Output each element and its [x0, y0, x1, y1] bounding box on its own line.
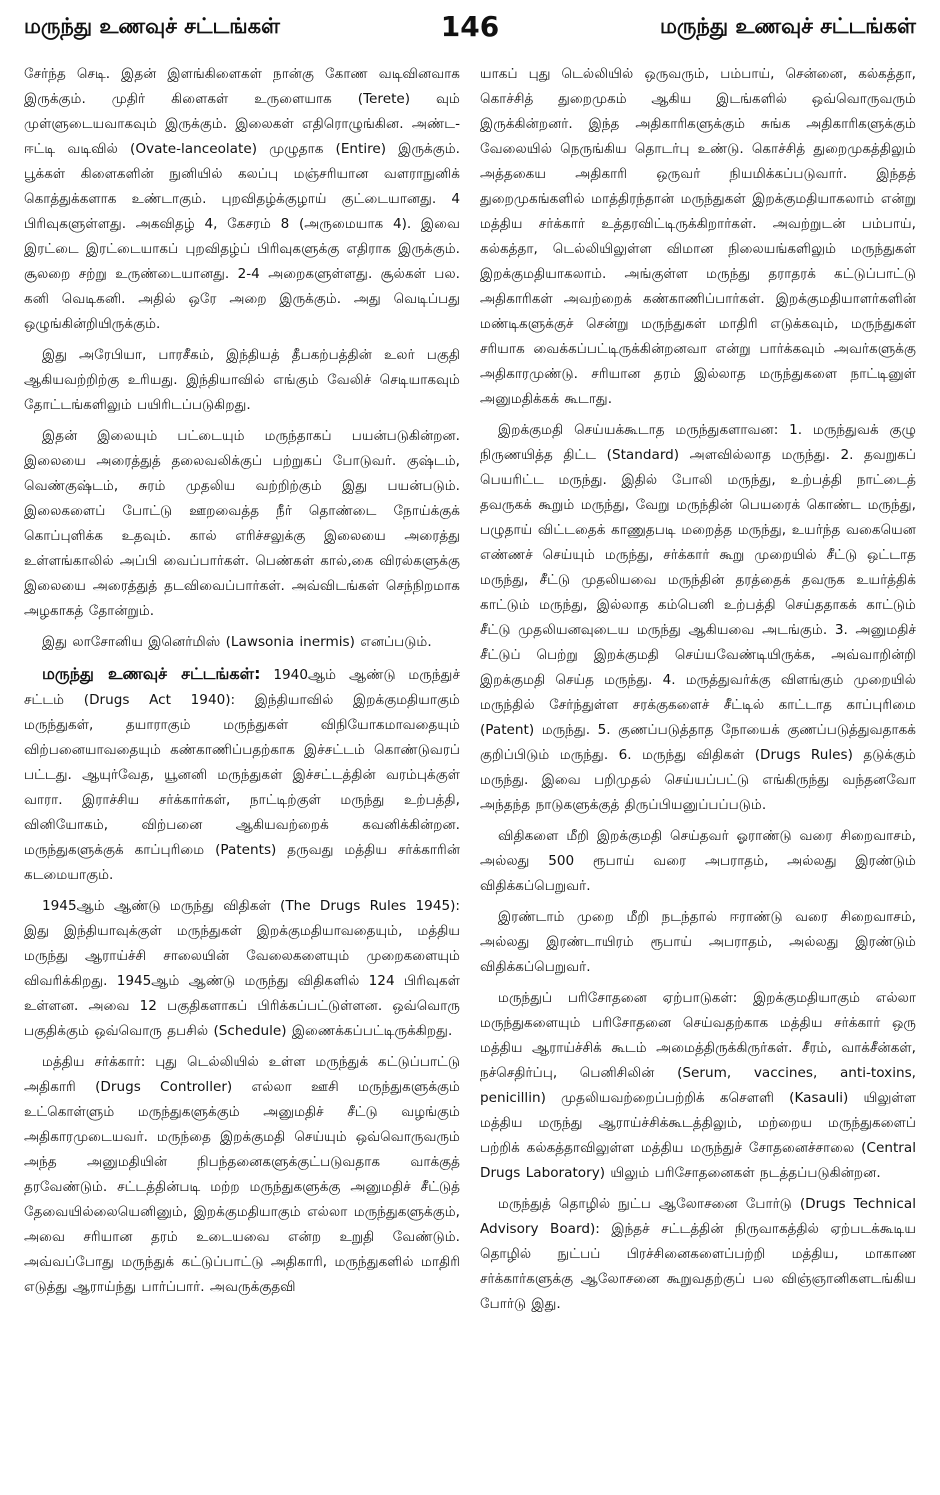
paragraph: சேர்ந்த செடி. இதன் இளங்கிளைகள் நான்கு கோண வடிவினவாக இருக்கும். முதிர் கிளைகள் உருளையாக (Terete) வும் முள்ளுடையவாகவும் இருக்கும். இலைகள் எதிரொழுங்கின. அண்ட-ஈட்டி வடிவில் (Ovate-lanceolate) முழுதாக (Entire) இருக்கும். பூக்கள் கிளைகளின் நுனியில் கலப்பு மஞ்சரியான வளராநுனிக் கொத்துக்களாக உண்டாகும். புறவிதழ்க்குழாய் குட்டையானது. 4 பிரிவுகளுள்ளது. அகவிதழ் 4, கேசரம் 8 (அருமையாக 4). இவை இரட்டை இரட்டையாகப் புறவிதழ்ப் பிரிவுகளுக்கு எதிராக இருக்கும். சூலறை சற்று உருண்டையானது. 2-4 அறைகளுள்ளது. சூல்கள் பல. கனி வெடிகனி. அதில் ஒரே அறை இருக்கும். அது வெடிப்பது ஒழுங்கின்றியிருக்கும்.: [24, 66, 460, 332]
section-paragraph: [24, 661, 460, 888]
section-heading: மருந்து உணவுச் சட்டங்கள்:: [42, 664, 261, 683]
paragraph: மருந்துத் தொழில் நுட்ப ஆலோசனை போர்டு (Drugs Technical Advisory Board): இந்தச் சட்டத்தின் நிருவாகத்தில் ஏற்படக்கூடிய தொழில் நுட்பப் பிரச்சினைகளைப்பற்றி மத்திய, மாகாண சர்க்கார்களுக்கு ஆலோசனை கூறுவதற்குப் பல விஞ்ஞானிகளடங்கிய போர்டு இது.: [480, 1196, 916, 1312]
paragraph: யாகப் புது டெல்லியில் ஒருவரும், பம்பாய், சென்னை, கல்கத்தா, கொச்சித் துறைமுகம் ஆகிய இடங்களில் ஒவ்வொருவரும் இருக்கின்றனர். இந்த அதிகாரிகளுக்கும் சுங்க அதிகாரிகளுக்கும் வேலையில் நெருங்கிய தொடர்பு உண்டு. கொச்சித் துறைமுகத்திலும் அத்தகைய அதிகாரி ஒருவர் நியமிக்கப்படுவார். இந்தத் துறைமுகங்களில் மாத்திரந்தான் மருந்துகள் இறக்குமதியாகலாம் என்று மத்திய சர்க்கார் உத்தரவிட்டிருக்கிறார்கள். அவற்றுடன் பம்பாய், கல்கத்தா, டெல்லியிலுள்ள விமான நிலையங்களிலும் மருந்துகள் இறக்குமதியாகலாம். அங்குள்ள மருந்து தராதரக் கட்டுப்பாட்டு அதிகாரிகள் அவற்றைக் கண்காணிப்பார்கள். இறக்குமதியாளர்களின் மண்டிகளுக்குச் சென்று மருந்துகள் மாதிரி எடுக்கவும், மருந்துகள் சரியாக வைக்கப்பட்டிருக்கின்றனவா என்று பார்க்கவும் அவர்களுக்கு அதிகாரமுண்டு. சரியான தரம் இல்லாத மருந்துகளை நாட்டினுள் அனுமதிக்கக் கூடாது.: [480, 66, 916, 407]
paragraph: மத்திய சர்க்கார்: புது டெல்லியில் உள்ள மருந்துக் கட்டுப்பாட்டு அதிகாரி (Drugs Controller) எல்லா ஊசி மருந்துகளுக்கும் உட்கொள்ளும் மருந்துகளுக்கும் அனுமதிச் சீட்டு வழங்கும் அதிகாரமுடையவர். மருந்தை இறக்குமதி செய்யும் ஒவ்வொருவரும் அந்த அனுமதியின் நிபந்தனைகளுக்குட்படுவதாக வாக்குத் தரவேண்டும். சட்டத்தின்படி மற்ற மருந்துகளுக்கு அனுமதிச் சீட்டுத் தேவையில்லையெனினும், இறக்குமதியாகும் எல்லா மருந்துகளுக்கும், அவை சரியான தரம் உடையவை என்ற உறுதி வேண்டும். அவ்வப்போது மருந்துக் கட்டுப்பாட்டு அதிகாரி, மருந்துகளில் மாதிரி எடுத்து ஆராய்ந்து பார்ப்பார். அவருக்குதவி: [24, 1054, 460, 1295]
right-column: [480, 62, 916, 1472]
paragraph: மருந்துப் பரிசோதனை ஏற்பாடுகள்: இறக்குமதியாகும் எல்லா மருந்துகளையும் பரிசோதனை செய்வதற்காக மத்திய சர்க்கார் ஒரு மத்திய ஆராய்ச்சிக் கூடம் அமைத்திருக்கிருர்கள். சீரம், வாக்சீன்கள், நச்செதிர்ப்பு, பெனிசிலின் (Serum, vaccines, anti-toxins, penicillin) முதலியவற்றைப்பற்றிக் கசௌளி (Kasauli) யிலுள்ள மத்திய மருந்து ஆராய்ச்சிக்கூடத்திலும், மற்றைய மருந்துகளைப் பற்றிக் கல்கத்தாவிலுள்ள மத்திய மருந்துச் சோதனைச்சாலை (Central Drugs Laboratory) யிலும் பரிசோதனைகள் நடத்தப்படுகின்றன.: [480, 990, 916, 1181]
text-columns: [24, 62, 916, 1472]
paragraph: இதன் இலையும் பட்டையும் மருந்தாகப் பயன்படுகின்றன. இலையை அரைத்துத் தலைவலிக்குப் பற்றுகப் போடுவர். குஷ்டம், வெண்குஷ்டம், சுரம் முதலிய வற்றிற்கும் இது பயன்படும். இலைகளைப் போட்டு ஊறவைத்த நீர் தொண்டை நோய்க்குக் கொப்புளிக்க உதவும். கால் எரிச்சலுக்கு இலையை அரைத்து உள்ளங்காலில் அப்பி வைப்பார்கள். பெண்கள் கால்,கை விரல்களுக்கு இலையை அரைத்துத் தடவிவைப்பார்கள். அவ்விடங்கள் செந்நிறமாக அழகாகத் தோன்றும்.: [24, 428, 460, 619]
running-head-left: மருந்து உணவுச் சட்டங்கள்: [24, 14, 280, 38]
page-header: [24, 10, 916, 48]
page-number: 146: [440, 10, 500, 43]
paragraph: இது லாசோனிய இனெர்மிஸ் (Lawsonia inermis) எனப்படும்.: [42, 634, 432, 650]
section-text: 1940ஆம் ஆண்டு மருந்துச் சட்டம் (Drugs Act 1940): இந்தியாவில் இறக்குமதியாகும் மருந்துகள், தயாராகும் மருந்துகள் விநியோகமாவதையும் விற்பனையாவதையும் கண்காணிப்பதற்காக இச்சட்டம் கொண்டுவரப் பட்டது. ஆயுர்வேத, யூனனி மருந்துகள் இச்சட்டத்தின் வரம்புக்குள் வாரா. இராச்சிய சர்க்கார்கள், நாட்டிற்குள் மருந்து உற்பத்தி, வினியோகம், விற்பனை ஆகியவற்றைக் கவனிக்கின்றன. மருந்துகளுக்குக் காப்புரிமை (Patents) தருவது மத்திய சர்க்காரின் கடமையாகும்.: [24, 667, 460, 883]
running-head-right: மருந்து உணவுச் சட்டங்கள்: [660, 14, 916, 38]
left-column: [24, 62, 460, 1472]
paragraph: இரண்டாம் முறை மீறி நடந்தால் ஈராண்டு வரை சிறைவாசம், அல்லது இரண்டாயிரம் ரூபாய் அபராதம், அல்லது இரண்டும் விதிக்கப்பெறுவர்.: [480, 909, 916, 975]
paragraph: இது அரேபியா, பாரசீகம், இந்தியத் தீபகற்பத்தின் உலர் பகுதி ஆகியவற்றிற்கு உரியது. இந்தியாவில் எங்கும் வேலிச் செடியாகவும் தோட்டங்களிலும் பயிரிடப்படுகிறது.: [24, 347, 460, 413]
paragraph: 1945ஆம் ஆண்டு மருந்து விதிகள் (The Drugs Rules 1945): இது இந்தியாவுக்குள் மருந்துகள் இறக்குமதியாவதையும், மத்திய மருந்து ஆராய்ச்சி சாலையின் வேலைகளையும் முறைகளையும் விவரிக்கிறது. 1945ஆம் ஆண்டு மருந்து விதிகளில் 124 பிரிவுகள் உள்ளன. அவை 12 பகுதிகளாகப் பிரிக்கப்பட்டுள்ளன. ஒவ்வொரு பகுதிக்கும் ஒவ்வொரு தபசில் (Schedule) இணைக்கப்பட்டிருக்கிறது.: [24, 898, 460, 1039]
paragraph: விதிகளை மீறி இறக்குமதி செய்தவர் ஓராண்டு வரை சிறைவாசம், அல்லது 500 ரூபாய் வரை அபராதம், அல்லது இரண்டும் விதிக்கப்பெறுவர்.: [480, 828, 916, 894]
paragraph: இறக்குமதி செய்யக்கூடாத மருந்துகளாவன: 1. மருந்துவக் குழு நிருணயித்த திட்ட (Standard) அளவில்லாத மருந்து. 2. தவறுகப் பெயரிட்ட மருந்து. இதில் போலி மருந்து, உற்பத்தி நாட்டைத் தவருகக் கூறும் மருந்து, வேறு மருந்தின் பெயரைக் கொண்ட மருந்து, பழுதாய் விட்டதைக் காணுதபடி மறைத்த மருந்து, உயர்ந்த வகையென எண்ணச் செய்யும் மருந்து, சர்க்கார் கூறு முறையில் சீட்டு ஒட்டாத மருந்து, சீட்டு முதலியவை மருந்தின் தரத்தைக் தவருக உயர்த்திக் காட்டும் மருந்து, இல்லாத கம்பெனி உற்பத்தி செய்ததாகக் காட்டும் சீட்டு முதலியனவுடைய மருந்து ஆகியவை அடங்கும். 3. அனுமதிச் சீட்டுப் பெற்று இறக்குமதி செய்யவேண்டியிருக்க, அவ்வாறின்றி இறக்குமதி செய்த மருந்து. 4. மருத்துவர்க்கு விளங்கும் முறையில் மருந்தில் சேர்ந்துள்ள சரக்குகளைச் சீட்டில் காட்டாத காப்புரிமை (Patent) மருந்து. 5. குணப்படுத்தாத நோயைக் குணப்படுத்துவதாகக் குறிப்பிடும் மருந்து. 6. மருந்து விதிகள் (Drugs Rules) தடுக்கும் மருந்து. இவை பறிமுதல் செய்யப்பட்டு எங்கிருந்து வந்தனவோ அந்தந்த நாடுகளுக்குத் திருப்பியனுப்பப்படும்.: [480, 422, 916, 813]
